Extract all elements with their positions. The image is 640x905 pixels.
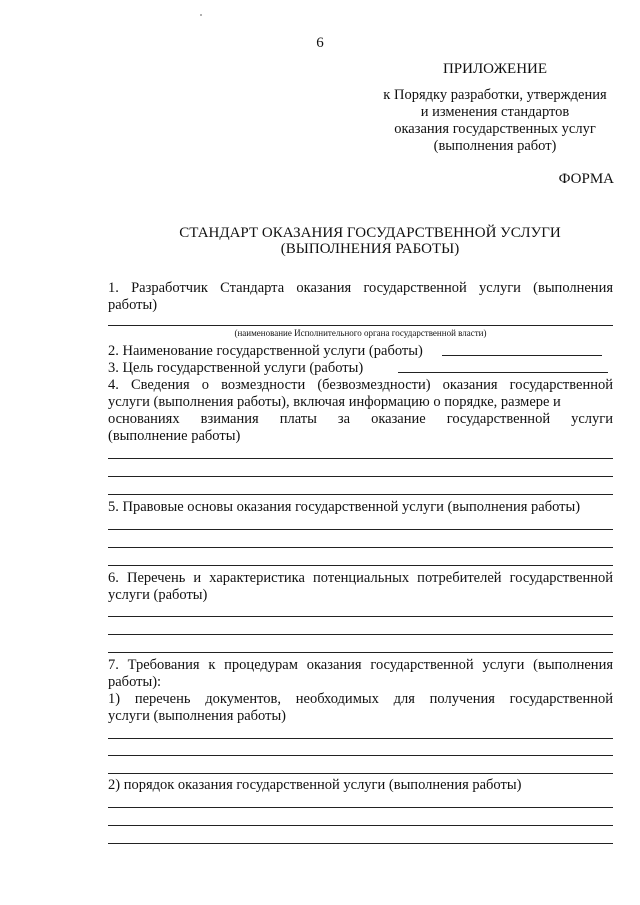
fill-line <box>442 355 602 356</box>
fill-line <box>108 529 613 530</box>
scan-dot <box>200 14 202 16</box>
fill-line <box>108 773 613 774</box>
fill-line <box>398 372 608 373</box>
fill-line <box>108 616 613 617</box>
fill-line <box>108 825 613 826</box>
fill-line <box>108 807 613 808</box>
appendix-title: ПРИЛОЖЕНИЕ <box>442 61 548 77</box>
page-number: 6 <box>316 35 324 51</box>
appendix-line: к Порядку разработки, утверждения <box>383 87 607 103</box>
document-title-line1: СТАНДАРТ ОКАЗАНИЯ ГОСУДАРСТВЕННОЙ УСЛУГИ <box>179 225 561 241</box>
fill-line <box>108 565 613 566</box>
fill-line <box>108 476 613 477</box>
fill-line <box>108 634 613 635</box>
appendix-line: оказания государственных услуг <box>394 121 596 137</box>
fill-line <box>108 738 613 739</box>
fill-line <box>108 547 613 548</box>
section-4-text: основаниях взимания платы за оказание государственной услуги <box>108 411 613 427</box>
fill-line <box>108 458 613 459</box>
fill-line <box>108 755 613 756</box>
section-7-2-text: 2) порядок оказания государственной услуги (выполнения работы) <box>108 777 522 793</box>
appendix-line: и изменения стандартов <box>420 104 570 120</box>
section-7-text: 7. Требования к процедурам оказания государственной услуги (выполнения <box>108 657 613 673</box>
section-2-text: 2. Наименование государственной услуги (работы) <box>108 343 423 359</box>
fill-line <box>108 652 613 653</box>
fill-line <box>108 843 613 844</box>
section-7-text: работы): <box>108 674 162 690</box>
document-title-line2: (ВЫПОЛНЕНИЯ РАБОТЫ) <box>280 241 460 257</box>
section-7-1-text: 1) перечень документов, необходимых для получения государственной <box>108 691 613 707</box>
section-3-text: 3. Цель государственной услуги (работы) <box>108 360 364 376</box>
section-6-text: услуги (работы) <box>108 587 208 603</box>
section-7-1-text: услуги (выполнения работы) <box>108 708 287 724</box>
section-1-text: 1. Разработчик Стандарта оказания государственной услуги (выполнения <box>108 280 613 296</box>
form-label: ФОРМА <box>558 171 614 187</box>
fill-line <box>108 325 613 326</box>
section-5-text: 5. Правовые основы оказания государственной услуги (выполнения работы) <box>108 499 581 515</box>
section-4-text: 4. Сведения о возмездности (безвозмездности) оказания государственной <box>108 377 613 393</box>
section-1-text: работы) <box>108 297 158 313</box>
section-4-text: (выполнение работы) <box>108 428 241 444</box>
section-6-text: 6. Перечень и характеристика потенциальных потребителей государственной <box>108 570 613 586</box>
appendix-line: (выполнения работ) <box>433 138 557 154</box>
section-1-caption: (наименование Исполнительного органа государственной власти) <box>234 328 487 338</box>
fill-line <box>108 494 613 495</box>
section-4-text: услуги (выполнения работы), включая информацию о порядке, размере и <box>108 394 561 410</box>
